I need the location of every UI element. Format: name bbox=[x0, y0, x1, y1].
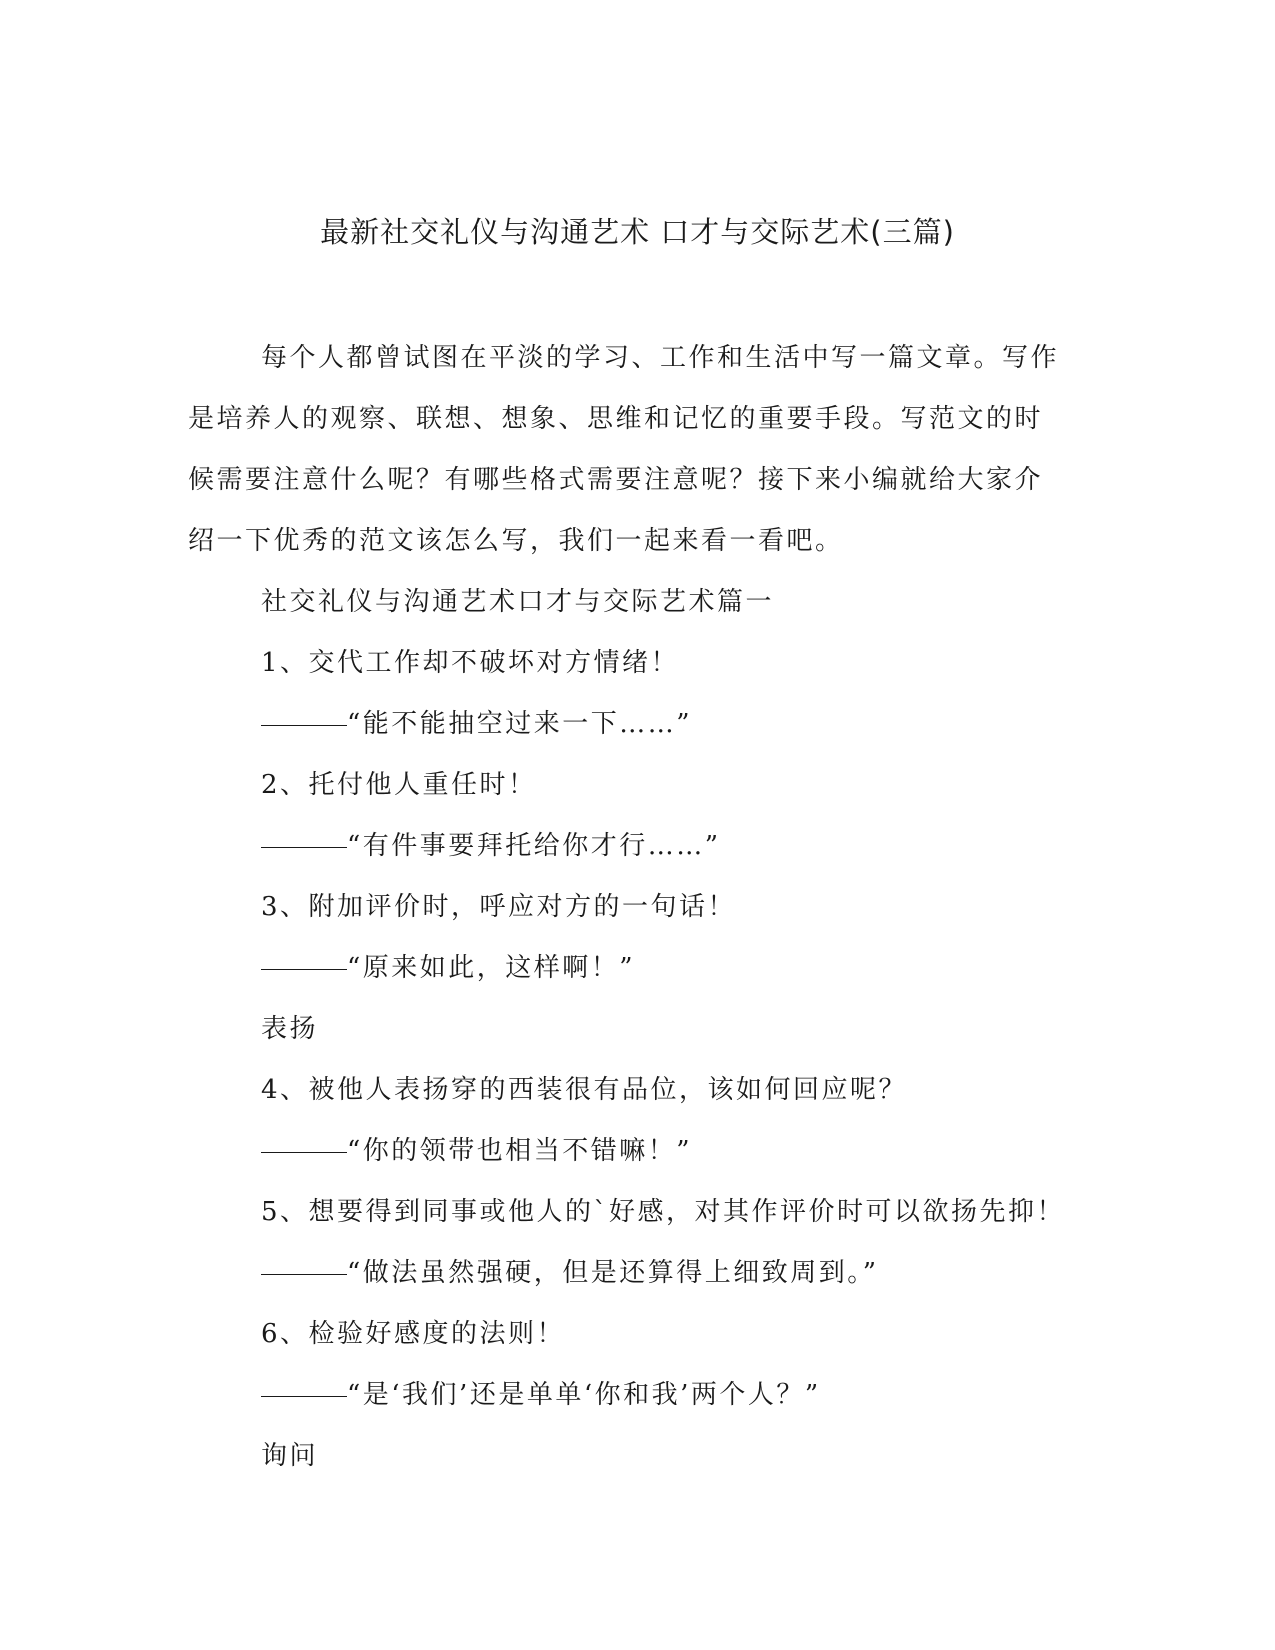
list-item-text: 5、想要得到同事或他人的`好感，对其作评价时可以欲扬先抑！ bbox=[261, 1197, 1066, 1227]
intro-line-3: 候需要注意什么呢？有哪些格式需要注意呢？接下来小编就给大家介 bbox=[188, 465, 1044, 495]
quote-line bbox=[188, 938, 1088, 999]
list-item bbox=[188, 1182, 1088, 1243]
subheading-text: 询问 bbox=[261, 1441, 319, 1471]
list-item-text: 3、附加评价时，呼应对方的一句话！ bbox=[261, 892, 737, 922]
quote-text: “是‘我们’还是单单‘你和我’两个人？” bbox=[347, 1380, 821, 1410]
quote-line bbox=[188, 694, 1088, 755]
quote-text: “原来如此，这样啊！” bbox=[347, 953, 636, 983]
document-title: 最新社交礼仪与沟通艺术 口才与交际艺术(三篇) bbox=[320, 215, 955, 249]
list-item bbox=[188, 1304, 1088, 1365]
list-item-text: 4、被他人表扬穿的西装很有品位，该如何回应呢？ bbox=[261, 1075, 908, 1105]
list-item-text: 1、交代工作却不破坏对方情绪！ bbox=[261, 648, 680, 678]
list-item bbox=[188, 633, 1088, 694]
list-item bbox=[188, 1060, 1088, 1121]
quote-line bbox=[188, 1243, 1088, 1304]
em-dash-rule bbox=[261, 969, 347, 970]
quote-line bbox=[188, 1121, 1088, 1182]
quote-text: “做法虽然强硬，但是还算得上细致周到。” bbox=[347, 1258, 879, 1288]
em-dash-rule bbox=[261, 1396, 347, 1397]
intro-line-2: 是培养人的观察、联想、想象、思维和记忆的重要手段。写范文的时 bbox=[188, 404, 1044, 434]
intro-line-4: 绍一下优秀的范文该怎么写，我们一起来看一看吧。 bbox=[188, 526, 844, 556]
list-item bbox=[188, 755, 1088, 816]
em-dash-rule bbox=[261, 1152, 347, 1153]
quote-line bbox=[188, 1365, 1088, 1426]
document-body bbox=[188, 328, 1088, 1487]
em-dash-rule bbox=[261, 1274, 347, 1275]
quote-text: “你的领带也相当不错嘛！” bbox=[347, 1136, 693, 1166]
section-heading: 社交礼仪与沟通艺术口才与交际艺术篇一 bbox=[261, 587, 775, 617]
em-dash-rule bbox=[261, 847, 347, 848]
list-item-text: 6、检验好感度的法则！ bbox=[261, 1319, 566, 1349]
subheading-text: 表扬 bbox=[261, 1014, 319, 1044]
intro-line-1: 每个人都曾试图在平淡的学习、工作和生活中写一篇文章。写作 bbox=[261, 343, 1060, 373]
em-dash-rule bbox=[261, 725, 347, 726]
quote-line bbox=[188, 816, 1088, 877]
subheading-inquiry bbox=[188, 1426, 1088, 1487]
quote-text: “有件事要拜托给你才行……” bbox=[347, 831, 721, 861]
quote-text: “能不能抽空过来一下……” bbox=[347, 709, 693, 739]
list-item bbox=[188, 877, 1088, 938]
list-item-text: 2、托付他人重任时！ bbox=[261, 770, 537, 800]
subheading-praise bbox=[188, 999, 1088, 1060]
